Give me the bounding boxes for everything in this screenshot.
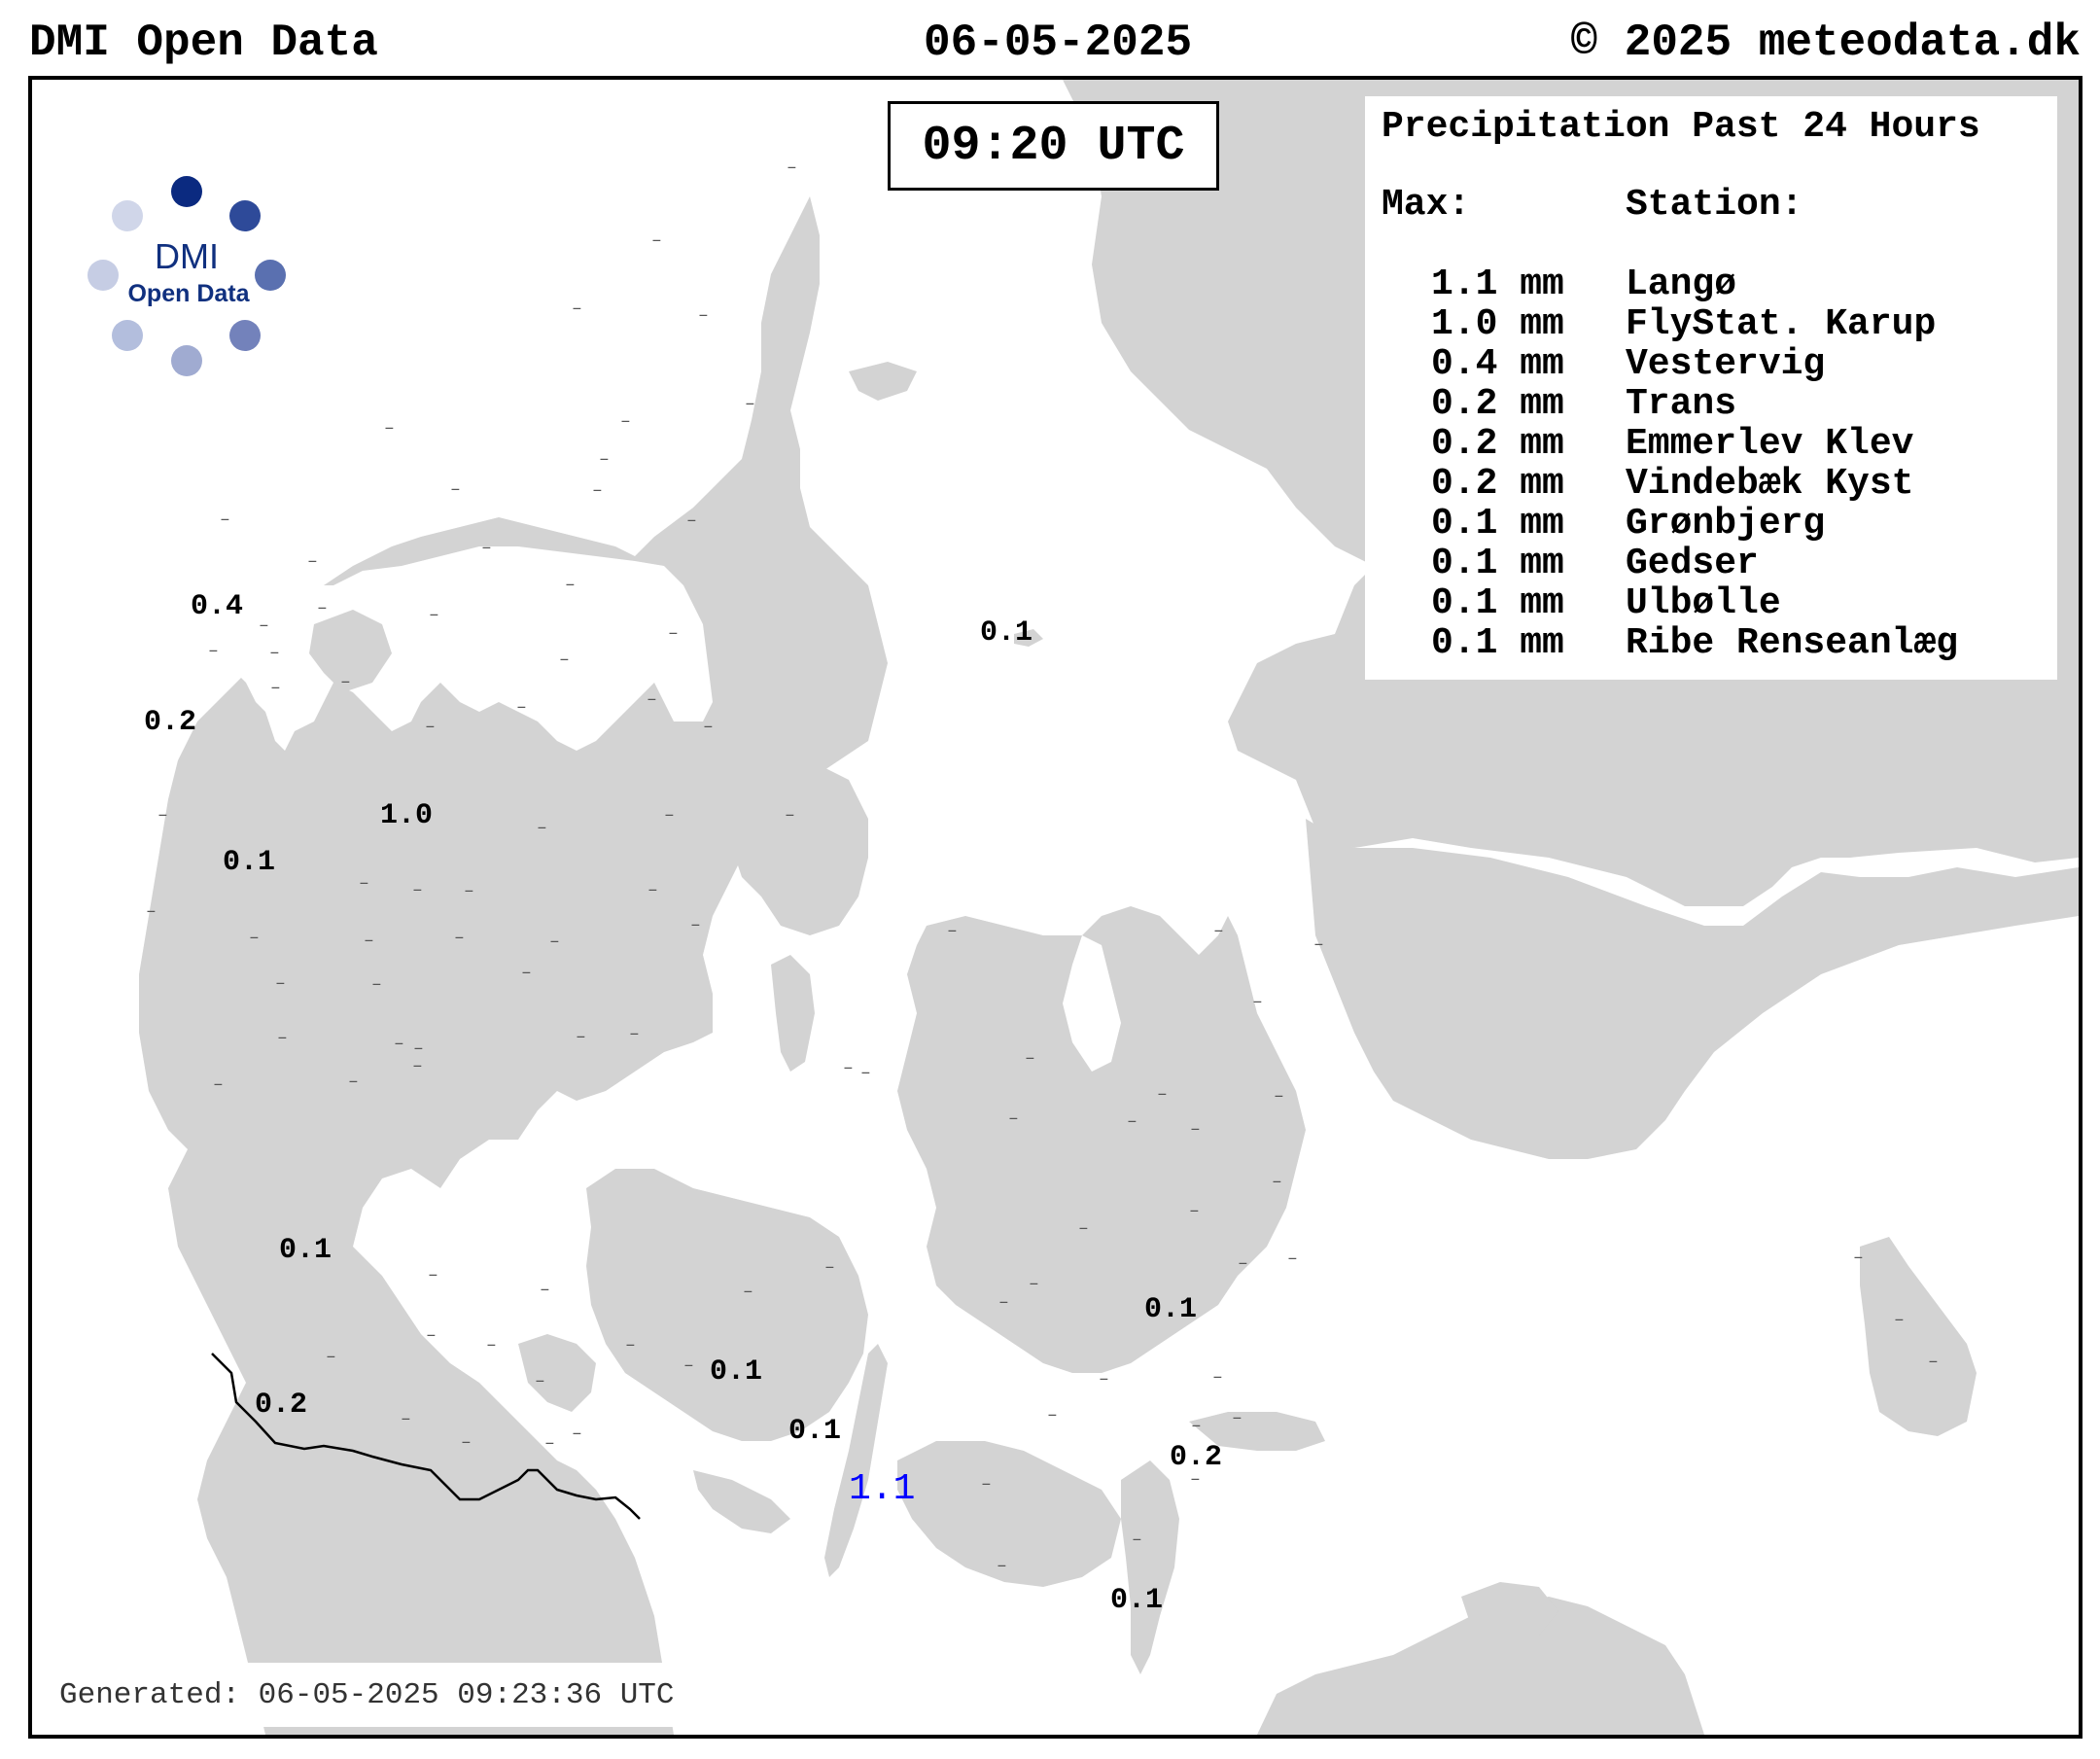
- station-marker: –: [743, 1283, 753, 1302]
- station-marker: –: [540, 1281, 550, 1300]
- station-marker: –: [1157, 1085, 1168, 1105]
- station-marker: –: [412, 881, 423, 900]
- legend-station: Ribe Renseanlæg: [1626, 622, 1959, 664]
- land-falster: [1121, 1460, 1179, 1674]
- legend-amount: 0.2 mm: [1431, 383, 1564, 425]
- legend-station: Trans: [1626, 383, 1737, 425]
- legend-row: [1365, 543, 2057, 582]
- station-marker: –: [860, 1064, 871, 1083]
- station-marker: –: [249, 929, 260, 948]
- legend-max-label: Max:: [1382, 184, 1471, 226]
- logo-text-open-data: Open Data: [127, 280, 250, 307]
- station-marker: –: [208, 642, 219, 661]
- land-bornholm: [1860, 1237, 1977, 1436]
- station-marker: –: [1047, 1406, 1058, 1425]
- generated-timestamp: Generated: 06-05-2025 09:23:36 UTC: [32, 1663, 742, 1727]
- station-marker: –: [340, 673, 351, 692]
- legend-amount: 0.1 mm: [1431, 543, 1564, 584]
- station-marker: –: [824, 1258, 835, 1278]
- logo-dot: [88, 260, 119, 291]
- station-marker: –: [592, 481, 603, 501]
- station-marker: –: [146, 902, 157, 922]
- station-marker: –: [1190, 1470, 1201, 1490]
- station-marker: –: [745, 395, 755, 414]
- map-value-ulbolle: 0.1: [710, 1355, 763, 1389]
- station-marker: –: [486, 1336, 497, 1355]
- station-marker: –: [1127, 1112, 1138, 1132]
- station-marker: –: [516, 698, 527, 718]
- station-marker: –: [454, 929, 465, 948]
- station-marker: –: [1212, 1368, 1223, 1388]
- station-marker: –: [277, 1029, 288, 1048]
- station-marker: –: [549, 932, 560, 952]
- station-marker: –: [1132, 1530, 1142, 1550]
- logo-dot: [171, 176, 202, 207]
- legend-row: [1365, 503, 2057, 543]
- land-djursland: [713, 751, 868, 935]
- station-marker: –: [572, 1425, 582, 1444]
- legend-amount: 1.1 mm: [1431, 264, 1564, 305]
- station-marker: –: [307, 552, 318, 572]
- map-value-trans: 0.2: [144, 706, 197, 739]
- station-marker: –: [1190, 1120, 1201, 1140]
- legend-station: Langø: [1626, 264, 1737, 305]
- map-value-south-funen: 0.1: [788, 1415, 842, 1448]
- station-marker: –: [1853, 1249, 1864, 1268]
- station-marker: –: [537, 819, 547, 838]
- station-marker: –: [384, 419, 395, 439]
- land-lolland: [897, 1441, 1121, 1587]
- station-marker: –: [535, 1372, 545, 1391]
- logo-dot: [171, 345, 202, 376]
- station-marker: –: [429, 606, 439, 625]
- station-marker: –: [270, 679, 281, 698]
- station-marker: –: [371, 975, 382, 995]
- station-marker: –: [348, 1073, 359, 1092]
- legend-row: [1365, 582, 2057, 622]
- station-marker: –: [1189, 1202, 1200, 1221]
- station-marker: –: [683, 1356, 694, 1376]
- legend-station: Ulbølle: [1626, 582, 1781, 624]
- station-marker: –: [572, 299, 582, 319]
- legend-station: Gedser: [1626, 543, 1759, 584]
- station-marker: –: [425, 718, 436, 737]
- legend-row: [1365, 264, 2057, 303]
- station-marker: –: [450, 480, 461, 500]
- station-marker: –: [565, 576, 576, 595]
- station-marker: –: [647, 690, 657, 710]
- station-marker: –: [1213, 922, 1224, 941]
- map-value-ribe: 0.1: [279, 1234, 332, 1267]
- land-aero: [693, 1470, 790, 1533]
- station-marker: –: [428, 1266, 438, 1285]
- station-marker: –: [521, 964, 532, 983]
- land-samso: [771, 955, 815, 1072]
- legend-title: Precipitation Past 24 Hours: [1382, 106, 1980, 148]
- station-marker: –: [394, 1035, 404, 1054]
- station-marker: –: [703, 718, 714, 737]
- legend-station-label: Station:: [1626, 184, 1803, 226]
- station-marker: –: [1928, 1353, 1939, 1372]
- station-marker: –: [1008, 1109, 1019, 1129]
- station-marker: –: [464, 882, 474, 901]
- station-marker: –: [259, 616, 269, 636]
- legend-station: FlyStat. Karup: [1626, 303, 1937, 345]
- station-marker: –: [664, 806, 675, 826]
- legend-row: [1365, 343, 2057, 383]
- legend-amount: 0.4 mm: [1431, 343, 1564, 385]
- station-marker: –: [1191, 1417, 1202, 1436]
- station-marker: –: [401, 1410, 411, 1429]
- header-date: 06-05-2025: [924, 18, 1193, 68]
- station-marker: –: [158, 806, 168, 826]
- dmi-logo: [76, 172, 299, 396]
- legend-amount: 0.1 mm: [1431, 503, 1564, 545]
- station-marker: –: [599, 450, 610, 470]
- legend-station: Grønbjerg: [1626, 503, 1826, 545]
- station-marker: –: [997, 1557, 1007, 1576]
- header-copyright: © 2025 meteodata.dk: [1570, 18, 2081, 68]
- logo-dot: [112, 320, 143, 351]
- station-marker: –: [947, 922, 958, 941]
- legend-amount: 0.1 mm: [1431, 582, 1564, 624]
- station-marker: –: [1274, 1087, 1284, 1107]
- station-marker: –: [326, 1348, 336, 1367]
- logo-dot: [112, 200, 143, 231]
- station-marker: –: [1894, 1311, 1905, 1330]
- legend-amount: 0.1 mm: [1431, 622, 1564, 664]
- header-source-label: DMI Open Data: [29, 18, 378, 68]
- map-value-gedser: 0.1: [1110, 1584, 1164, 1617]
- station-marker: –: [461, 1433, 472, 1453]
- map-value-emmerlev: 0.2: [255, 1389, 308, 1422]
- station-marker: –: [275, 974, 286, 994]
- map-value-vestervig: 0.4: [191, 590, 244, 623]
- map-value-lango: 1.1: [849, 1468, 916, 1510]
- station-marker: –: [269, 644, 280, 663]
- station-marker: –: [559, 651, 570, 670]
- legend-amount: 1.0 mm: [1431, 303, 1564, 345]
- station-marker: –: [690, 916, 701, 935]
- logo-dot: [229, 320, 261, 351]
- station-marker: –: [1238, 1254, 1248, 1274]
- legend-row: [1365, 303, 2057, 343]
- map-value-karup: 1.0: [380, 799, 434, 832]
- station-marker: –: [426, 1326, 437, 1346]
- logo-dot: [229, 200, 261, 231]
- station-marker: –: [1099, 1370, 1109, 1390]
- station-marker: –: [359, 874, 369, 894]
- legend-rows: [1365, 264, 2057, 662]
- logo-text-dmi: DMI: [155, 236, 219, 276]
- legend-amount: 0.2 mm: [1431, 423, 1564, 465]
- legend-panel: [1365, 96, 2057, 680]
- station-marker: –: [220, 510, 230, 530]
- station-marker: –: [1078, 1219, 1089, 1239]
- station-marker: –: [698, 306, 709, 326]
- station-marker: –: [1232, 1409, 1242, 1428]
- station-marker: –: [648, 881, 658, 900]
- station-marker: –: [412, 1057, 423, 1076]
- legend-row: [1365, 423, 2057, 463]
- legend-amount: 0.2 mm: [1431, 463, 1564, 505]
- land-funen: [586, 1169, 868, 1441]
- legend-row: [1365, 383, 2057, 423]
- station-marker: –: [213, 1075, 224, 1095]
- station-marker: –: [651, 231, 662, 251]
- station-marker: –: [686, 511, 697, 531]
- station-marker: –: [364, 932, 374, 951]
- station-marker: –: [629, 1025, 640, 1044]
- station-marker: –: [481, 539, 492, 558]
- station-marker: –: [1287, 1249, 1298, 1269]
- legend-station: Vestervig: [1626, 343, 1826, 385]
- map-value-vindebaek: 0.2: [1170, 1441, 1223, 1474]
- station-marker: –: [576, 1028, 586, 1047]
- station-marker: –: [998, 1293, 1009, 1313]
- legend-station: Vindebæk Kyst: [1626, 463, 1914, 505]
- station-marker: –: [1272, 1173, 1282, 1192]
- map-value-zealand-south: 0.1: [1144, 1293, 1198, 1326]
- station-marker: –: [1025, 1049, 1035, 1069]
- station-marker: –: [843, 1059, 854, 1078]
- station-marker: –: [981, 1475, 992, 1495]
- land-als: [518, 1334, 596, 1412]
- land-jutland: [139, 167, 888, 1735]
- station-marker: –: [625, 1336, 636, 1355]
- station-marker: –: [620, 412, 631, 432]
- station-marker: –: [787, 158, 797, 178]
- station-marker: –: [413, 1039, 424, 1059]
- station-marker: –: [1252, 993, 1263, 1012]
- station-marker: –: [1313, 935, 1324, 955]
- map-value-kattegat: 0.1: [980, 616, 1033, 650]
- station-marker: –: [668, 624, 679, 644]
- station-marker: –: [1029, 1275, 1039, 1294]
- legend-row: [1365, 463, 2057, 503]
- legend-row: [1365, 622, 2057, 662]
- station-marker: –: [317, 599, 328, 618]
- logo-dot: [255, 260, 286, 291]
- station-marker: –: [785, 806, 795, 826]
- time-box: 09:20 UTC: [888, 101, 1219, 191]
- map-value-gronbjerg: 0.1: [223, 846, 276, 879]
- legend-station: Emmerlev Klev: [1626, 423, 1914, 465]
- land-laeso: [849, 362, 917, 401]
- station-marker: –: [544, 1434, 555, 1454]
